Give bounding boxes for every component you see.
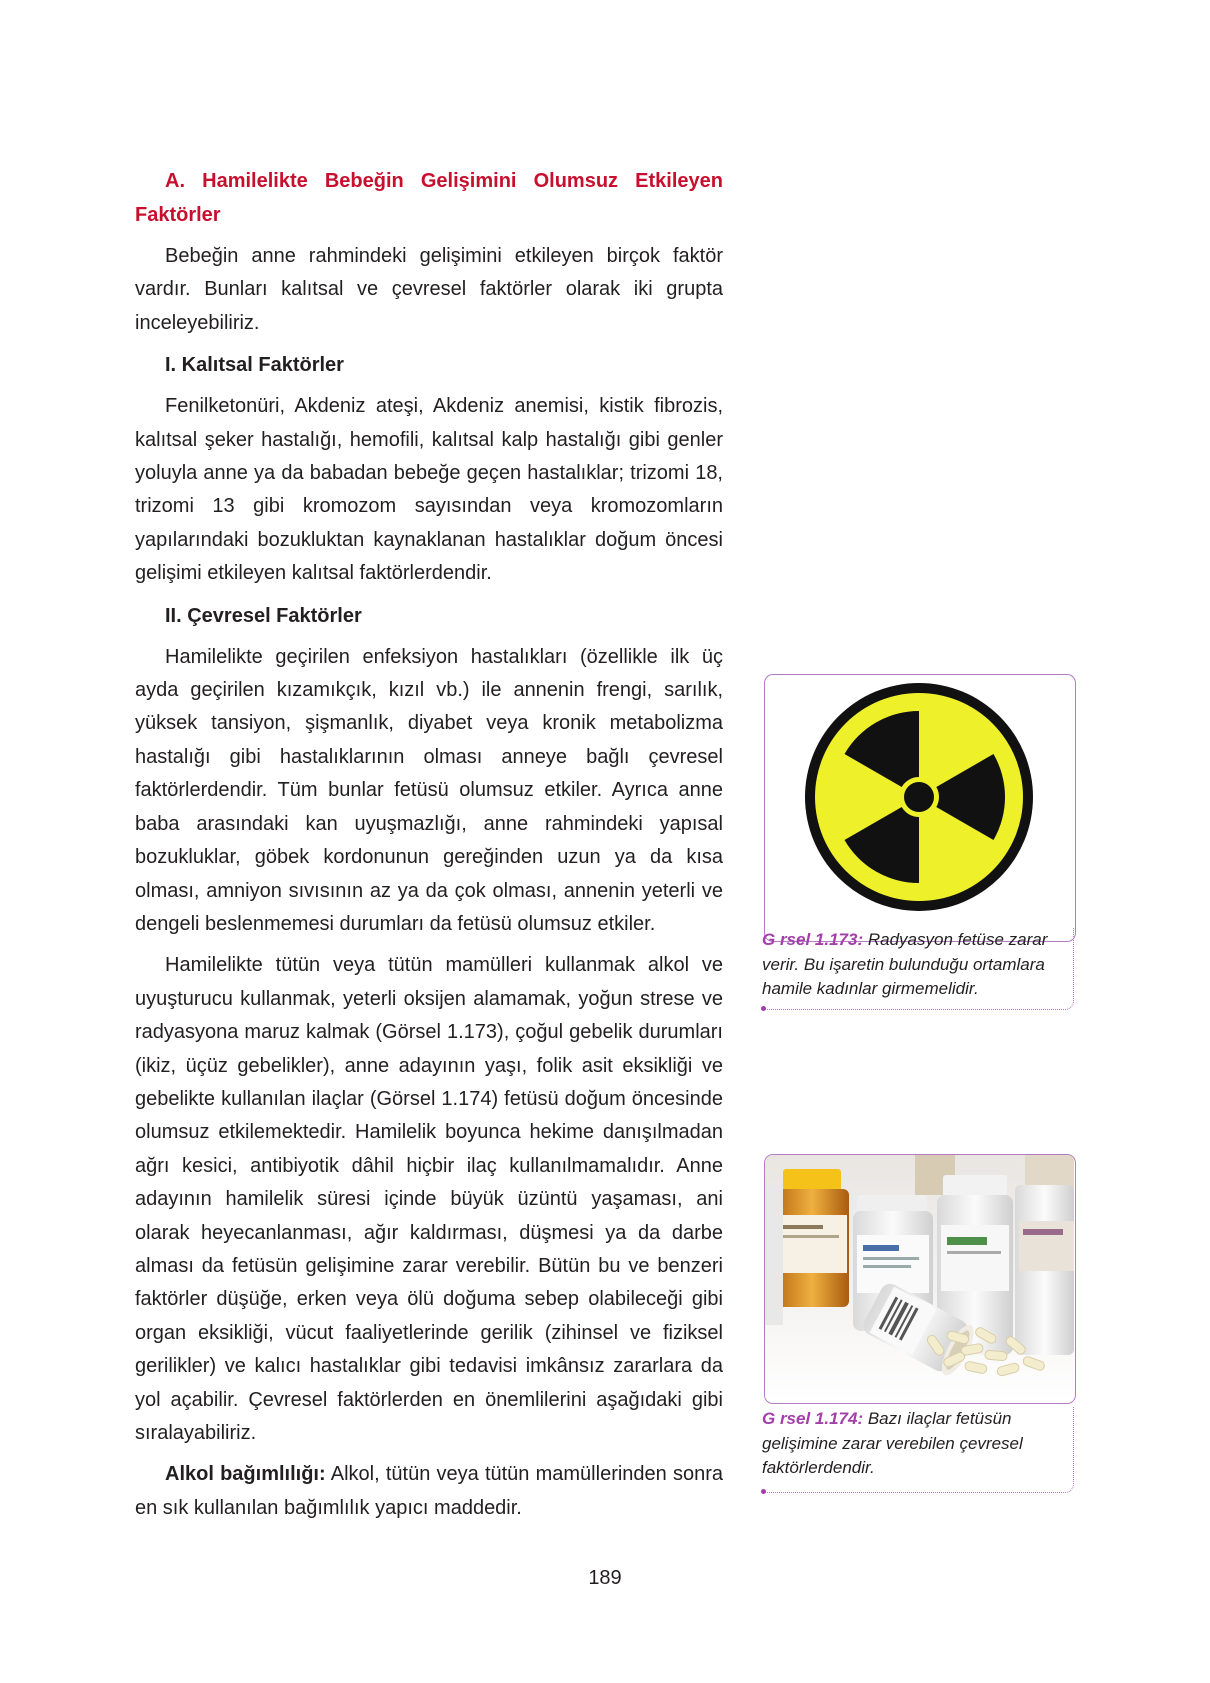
subsection-1-title: I. Kalıtsal Faktörler (165, 354, 344, 377)
caption-figure-2 (762, 1407, 1074, 1493)
radiation-icon (765, 675, 1074, 940)
alcohol-text: Alkol, tütün veya tütün mamüllerinden sonra en sık kullanılan bağımlılık yapıcı maddedir. (135, 1463, 724, 1519)
figure-medicine (764, 1154, 1076, 1404)
caption-2-text: Bazı ilaçlar fetüsün gelişimine zarar verebilen çevresel faktörlerdendir. (762, 1409, 1023, 1477)
alcohol-paragraph (135, 1458, 723, 1525)
alcohol-lead: Alkol bağımlılığı: (165, 1463, 326, 1486)
figure-radiation (764, 674, 1076, 942)
subsection-2-paragraph-2: Hamilelikte tütün veya tütün mamülleri kullanmak alkol ve uyuşturucu kullanmak, yeterli oksijen alamamak, yoğun strese ve radyasyona maruz kalmak (Görsel 1.173), çoğul gebelik durumları (ikiz, üçüz gebelikler), anne adayının yaşı, folik asit eksikliği ve gebelikte kullanılan ilaçlar (Görsel 1.174) fetüsü doğum öncesinde olumsuz etkilemektedir. Hamilelik boyunca hekime danışılmadan ağrı kesici, antibiyotik dâhil hiçbir ilaç kullanılmamalıdır. Anne adayının hamilelik süresi içinde büyük üzüntü yaşaması, ani olarak heyecanlanması, ağır kaldırması, düşmesi ya da darbe alması da fetüsün gelişimine zarar verebilir. Bütün bu ve benzeri faktörler düşüğe, erken veya ölü doğuma sebep olabileceği gibi organ eksikliği, vücut faaliyetlerinde gerilik (zihinsel ve fiziksel gerilikler) ve kalıcı hastalıklar gibi tedavisi imkânsız zararlara da yol açabilir. Çevresel faktörlerden en önemlilerini aşağıdaki gibi sıralayabiliriz. (135, 954, 723, 1444)
caption-2-label: G rsel 1.174: (762, 1409, 864, 1428)
caption-1-text: Radyasyon fetüse zarar verir. Bu işaretin bulunduğu ortamlara hamile kadınlar girmemelidir. (762, 930, 1048, 998)
medicine-bottles-image (765, 1155, 1074, 1402)
subsection-1-paragraph: Fenilketonüri, Akdeniz ateşi, Akdeniz anemisi, kistik fibrozis, kalıtsal şeker hastalığı, hemofili, kalıtsal kalp hastalığı gibi genler yoluyla anne ya da babadan bebeğe geçen hastalıklar; trizomi 18, trizomi 13 gibi kromozom sayısından veya kromozomların yapılarındaki bozukluktan kaynaklanan hastalıklar doğum öncesi gelişimi etkileyen kalıtsal faktörlerdendir. (135, 395, 723, 585)
caption-1-dot (761, 1006, 766, 1011)
page-number: 189 (588, 1567, 622, 1589)
caption-figure-1 (762, 928, 1074, 1010)
main-column (135, 164, 723, 1525)
subsection-2-paragraph-1: Hamilelikte geçirilen enfeksiyon hastalıkları (özellikle ilk üç ayda geçirilen kızamıkçık, kızıl vb.) ile annenin frengi, sarılık, yüksek tansiyon, şişmanlık, diyabet veya kronik metabolizma hastalığı gibi hastalıklarının olması anneye bağlı çevresel faktörlerdendir. Tüm bunlar fetüsü olumsuz etkiler. Ayrıca anne baba arasındaki kan uyuşmazlığı, anne rahmindeki yapısal bozukluklar, göbek kordonunun gereğinden uzun ya da kısa olması, amniyon sıvısının az ya da çok olması, annenin yeterli ve dengeli beslenmemesi durumları da fetüsü olumsuz etkiler. (135, 645, 723, 935)
subsection-2-title: II. Çevresel Faktörler (165, 604, 362, 627)
caption-1-label: G rsel 1.173: (762, 930, 864, 949)
intro-paragraph: Bebeğin anne rahmindeki gelişimini etkileyen birçok faktör vardır. Bunları kalıtsal ve çevresel faktörler olarak iki grupta inceleyebiliriz. (135, 245, 723, 334)
caption-2-dot (761, 1489, 766, 1494)
section-heading: A. Hamilelikte Bebeğin Gelişimini Olumsuz Etkileyen Faktörler (135, 170, 723, 226)
